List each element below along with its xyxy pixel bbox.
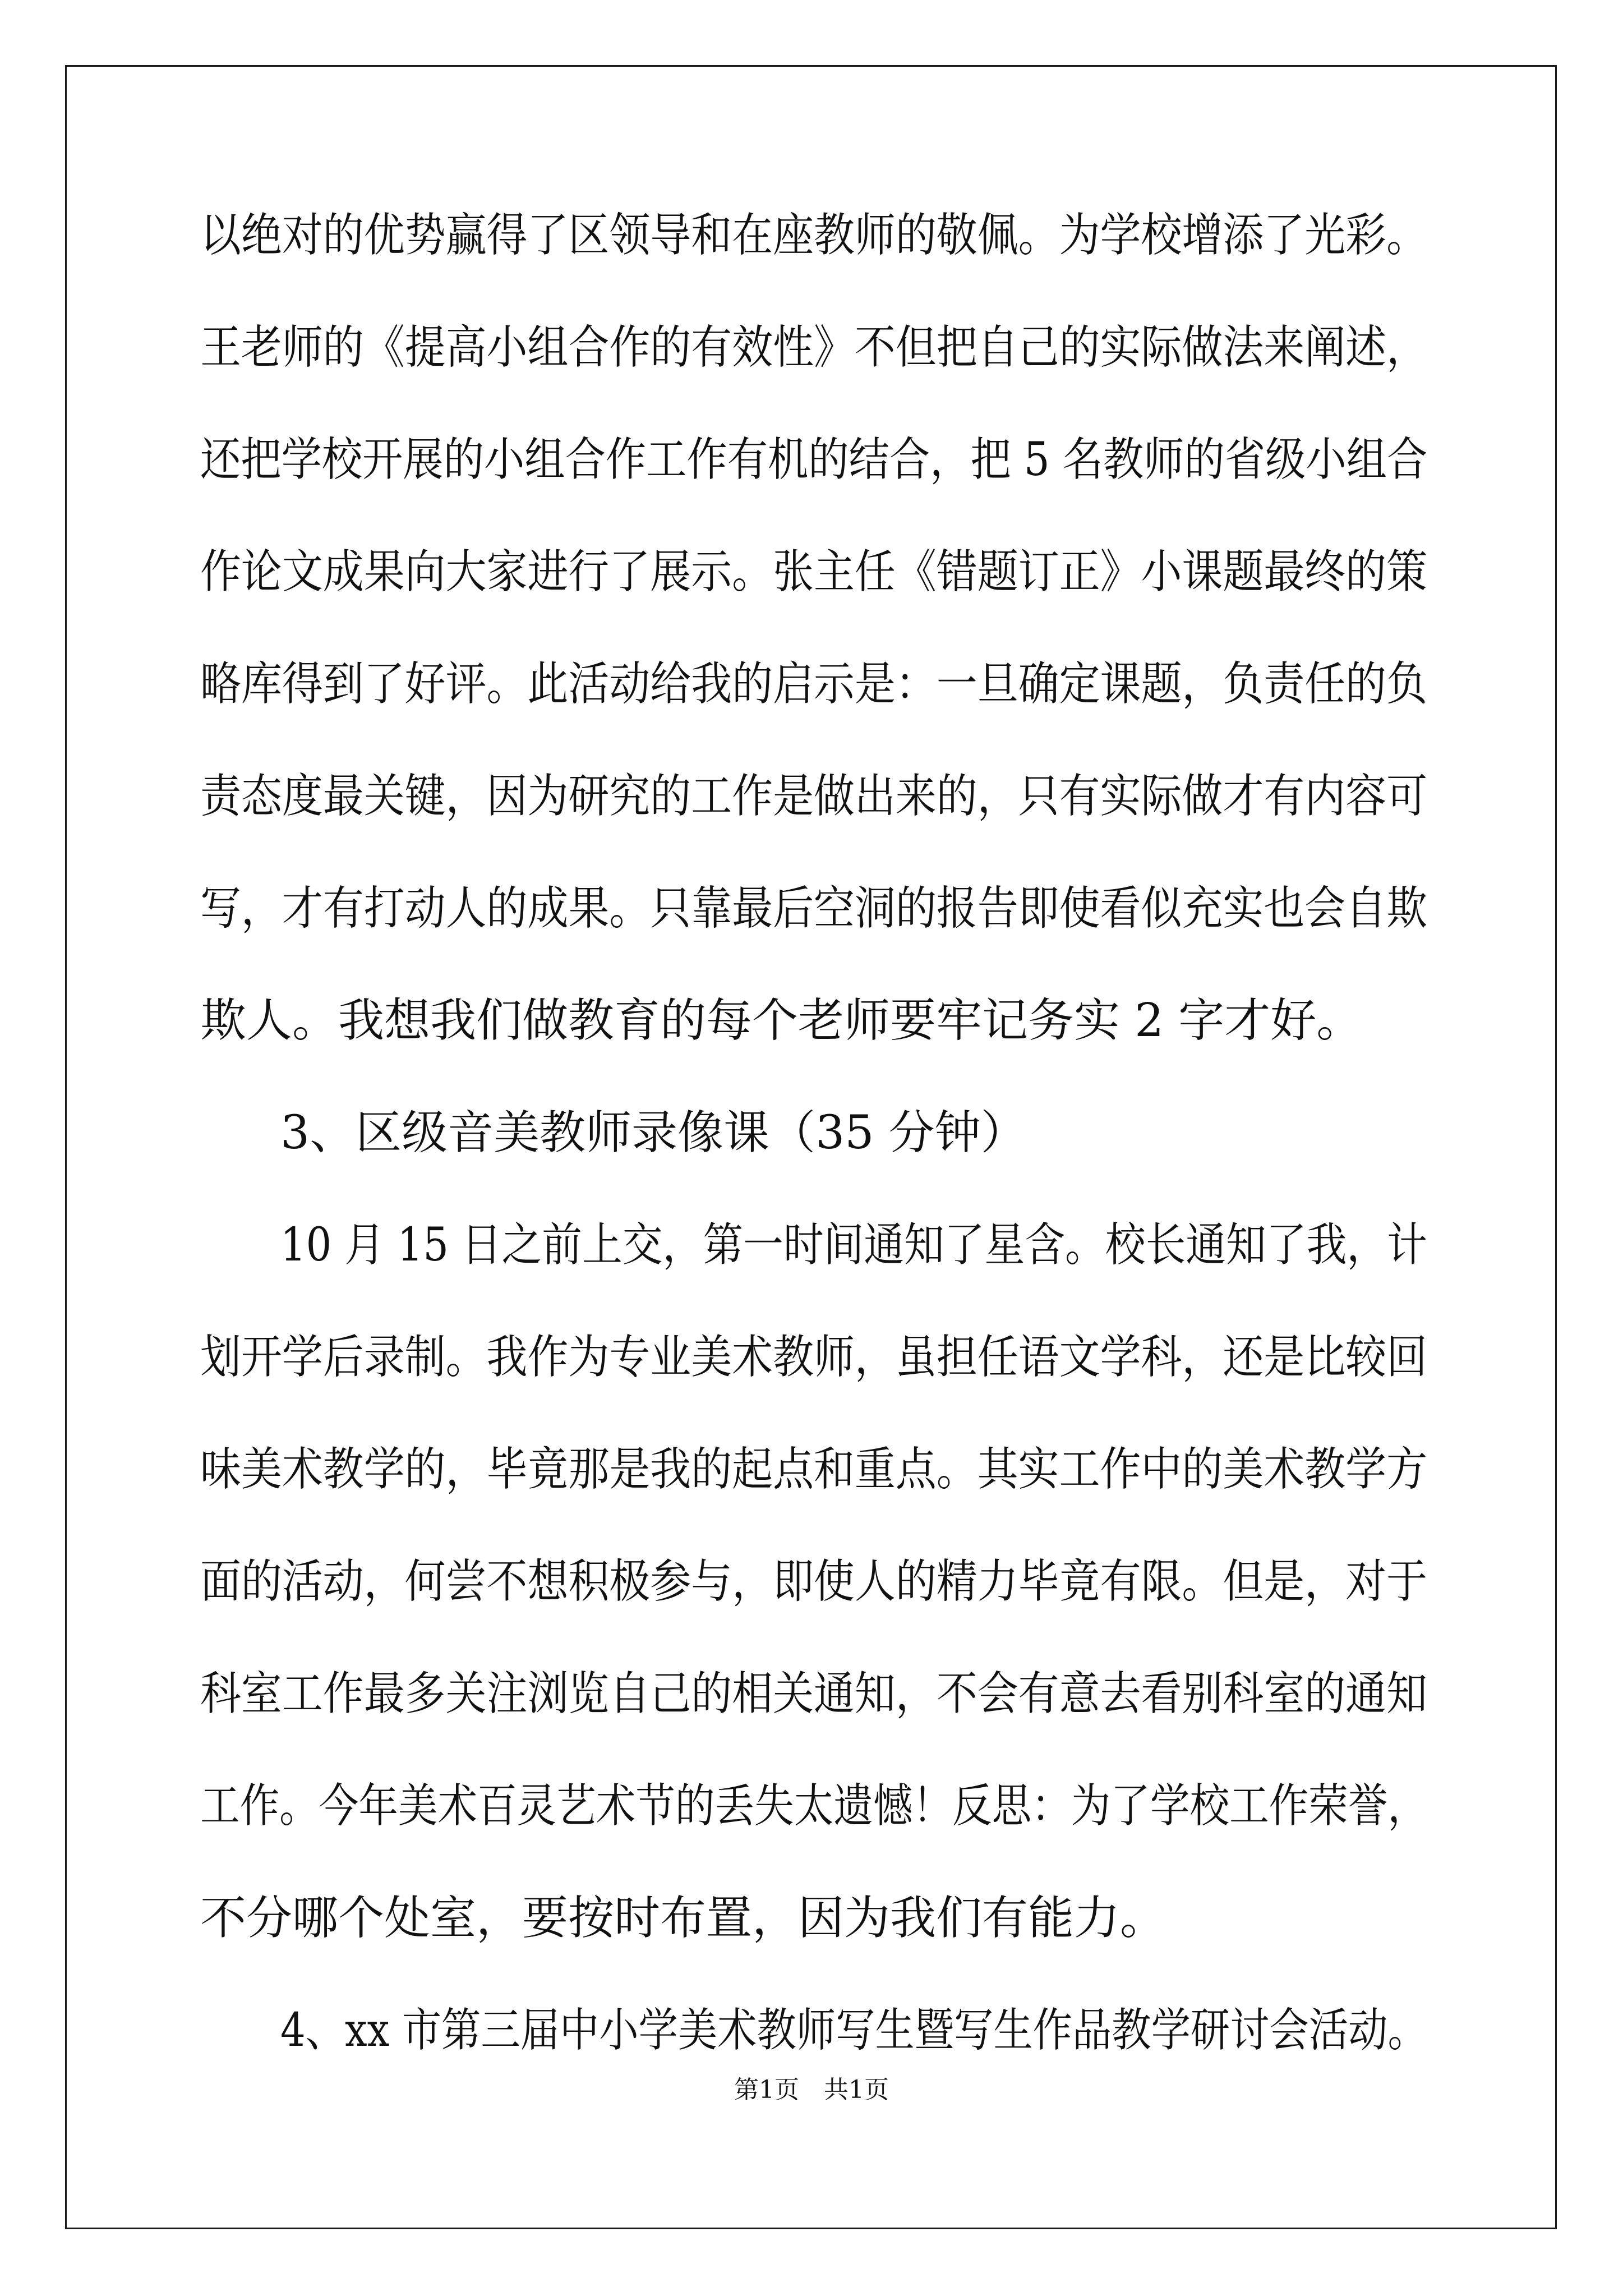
line-text: 划开学后录制。我作为专业美术教师，虽担任语文学科，还是比较回 (200, 1331, 1428, 1384)
text-line (0, 1862, 1623, 1975)
line-text: 工作。今年美术百灵艺术节的丢失太遗憾！反思：为了学校工作荣誉， (200, 1779, 1428, 1833)
line-text: 10 月 15 日之前上交，第一时间通知了星含。校长通知了我，计 (280, 1218, 1427, 1272)
section-heading (0, 1077, 1623, 1189)
text-line (0, 1301, 1623, 1414)
text-line (0, 853, 1623, 965)
text-line (0, 1189, 1623, 1301)
text-line (0, 628, 1623, 740)
text-line (0, 965, 1623, 1077)
line-text: 欺人。我想我们做教育的每个老师要牢记务实 2 字才好。 (200, 994, 1363, 1047)
text-line (0, 1414, 1623, 1526)
text-line (0, 740, 1623, 853)
line-text: 责态度最关键，因为研究的工作是做出来的，只有实际做才有内容可 (200, 770, 1428, 823)
line-text: 作论文成果向大家进行了展示。张主任《错题订正》小课题最终的策 (200, 545, 1428, 599)
line-text: 写，才有打动人的成果。只靠最后空洞的报告即使看似充实也会自欺 (200, 882, 1428, 935)
page-number-current: 第1页 (734, 2076, 799, 2104)
line-text: 王老师的《提高小组合作的有效性》不但把自己的实际做法来阐述， (200, 321, 1428, 374)
text-line (0, 180, 1623, 292)
line-text: 以绝对的优势赢得了区领导和在座教师的敬佩。为学校增添了光彩。 (200, 209, 1428, 262)
line-text: 4、xx 市第三届中小学美术教师写生暨写生作品教学研讨会活动。 (280, 2004, 1427, 2057)
text-line (0, 292, 1623, 404)
text-line (0, 1526, 1623, 1638)
page-footer (0, 2073, 1623, 2107)
line-text: 味美术教学的，毕竟那是我的起点和重点。其实工作中的美术教学方 (200, 1443, 1428, 1496)
text-line (0, 1638, 1623, 1750)
text-line (0, 516, 1623, 628)
line-text: 3、区级音美教师录像课（35 分钟） (280, 1106, 1027, 1159)
line-text: 还把学校开展的小组合作工作有机的结合，把 5 名教师的省级小组合 (200, 433, 1428, 486)
page-number-total: 共1页 (824, 2076, 889, 2104)
line-text: 面的活动，何尝不想积极参与，即使人的精力毕竟有限。但是，对于 (200, 1555, 1428, 1608)
line-text: 科室工作最多关注浏览自己的相关通知，不会有意去看别科室的通知 (200, 1667, 1428, 1720)
line-text: 不分哪个处室，要按时布置，因为我们有能力。 (200, 1892, 1166, 1945)
text-line (0, 1750, 1623, 1862)
line-text: 略库得到了好评。此活动给我的启示是：一旦确定课题，负责任的负 (200, 657, 1428, 711)
text-line (0, 404, 1623, 516)
section-heading (0, 1975, 1623, 2087)
